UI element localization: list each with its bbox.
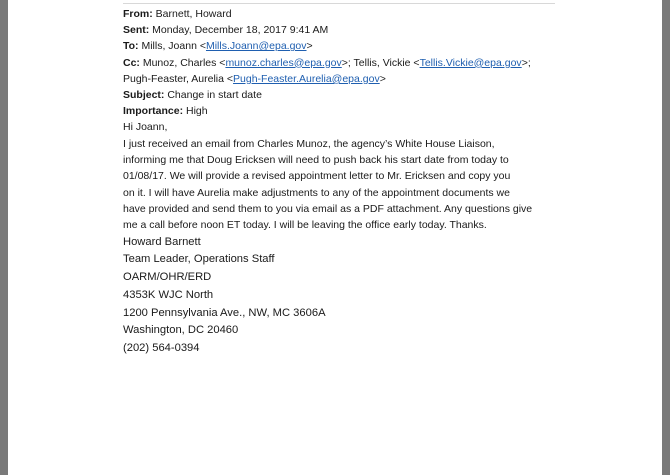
cc3-email-link[interactable]: Pugh-Feaster.Aurelia@epa.gov bbox=[233, 72, 380, 85]
signature-block bbox=[123, 234, 563, 359]
sent-line bbox=[123, 22, 563, 38]
body-line: I just received an email from Charles Munoz, the agency’s White House Liaison, bbox=[123, 137, 495, 150]
body-line: 01/08/17. We will provide a revised appointment letter to Mr. Ericksen and copy you bbox=[123, 170, 511, 183]
cc3-name: Pugh-Feaster, Aurelia < bbox=[123, 72, 234, 85]
cc2-tail: >; bbox=[521, 56, 531, 69]
cc-line bbox=[123, 55, 563, 71]
cc1-email-link[interactable]: munoz.charles@epa.gov bbox=[225, 56, 342, 69]
to-name: Mills, Joann < bbox=[141, 40, 206, 53]
document-page bbox=[8, 0, 662, 475]
body-line: informing me that Doug Ericksen will need to push back his start date from today to bbox=[123, 154, 509, 167]
signature-title: Team Leader, Operations Staff bbox=[123, 253, 275, 266]
cc3-tail: > bbox=[379, 72, 386, 85]
cc1-name: Munoz, Charles < bbox=[142, 56, 226, 69]
from-value: Barnett, Howard bbox=[155, 8, 232, 20]
importance-value: High bbox=[186, 105, 208, 118]
signature-office: OARM/OHR/ERD bbox=[123, 271, 212, 284]
signature-room: 4353K WJC North bbox=[123, 288, 214, 301]
cc2-name: >; Tellis, Vickie < bbox=[341, 56, 420, 69]
signature-city: Washington, DC 20460 bbox=[123, 324, 239, 337]
to-line bbox=[123, 38, 563, 54]
cc-label: Cc: bbox=[123, 56, 140, 69]
body-line: on it. I will have Aurelia make adjustments to any of the appointment documents we bbox=[123, 186, 510, 199]
subject-label: Subject: bbox=[123, 89, 165, 102]
signature-phone: (202) 564-0394 bbox=[123, 342, 200, 355]
to-label: To: bbox=[123, 40, 139, 53]
subject-line bbox=[123, 87, 563, 103]
email-message bbox=[123, 6, 563, 358]
subject-value: Change in start date bbox=[167, 89, 262, 102]
signature-name: Howard Barnett bbox=[123, 235, 201, 248]
importance-label: Importance: bbox=[123, 105, 184, 118]
sent-label: Sent: bbox=[123, 24, 150, 37]
importance-line bbox=[123, 103, 563, 119]
cc2-email-link[interactable]: Tellis.Vickie@epa.gov bbox=[419, 56, 522, 69]
cc-line-2 bbox=[123, 71, 563, 87]
sent-value: Monday, December 18, 2017 9:41 AM bbox=[152, 24, 329, 37]
message-body bbox=[123, 119, 563, 233]
body-line: have provided and send them to you via email as a PDF attachment. Any questions give bbox=[123, 202, 533, 215]
from-line bbox=[123, 6, 563, 22]
to-tail: > bbox=[306, 40, 313, 53]
to-email-link[interactable]: Mills.Joann@epa.gov bbox=[205, 40, 307, 53]
signature-street: 1200 Pennsylvania Ave., NW, MC 3606A bbox=[123, 306, 326, 319]
body-line: me a call before noon ET today. I will be leaving the office early today. Thanks. bbox=[123, 219, 487, 232]
greeting: Hi Joann, bbox=[123, 121, 168, 134]
from-label: From: bbox=[123, 8, 153, 20]
header-divider bbox=[123, 3, 555, 4]
